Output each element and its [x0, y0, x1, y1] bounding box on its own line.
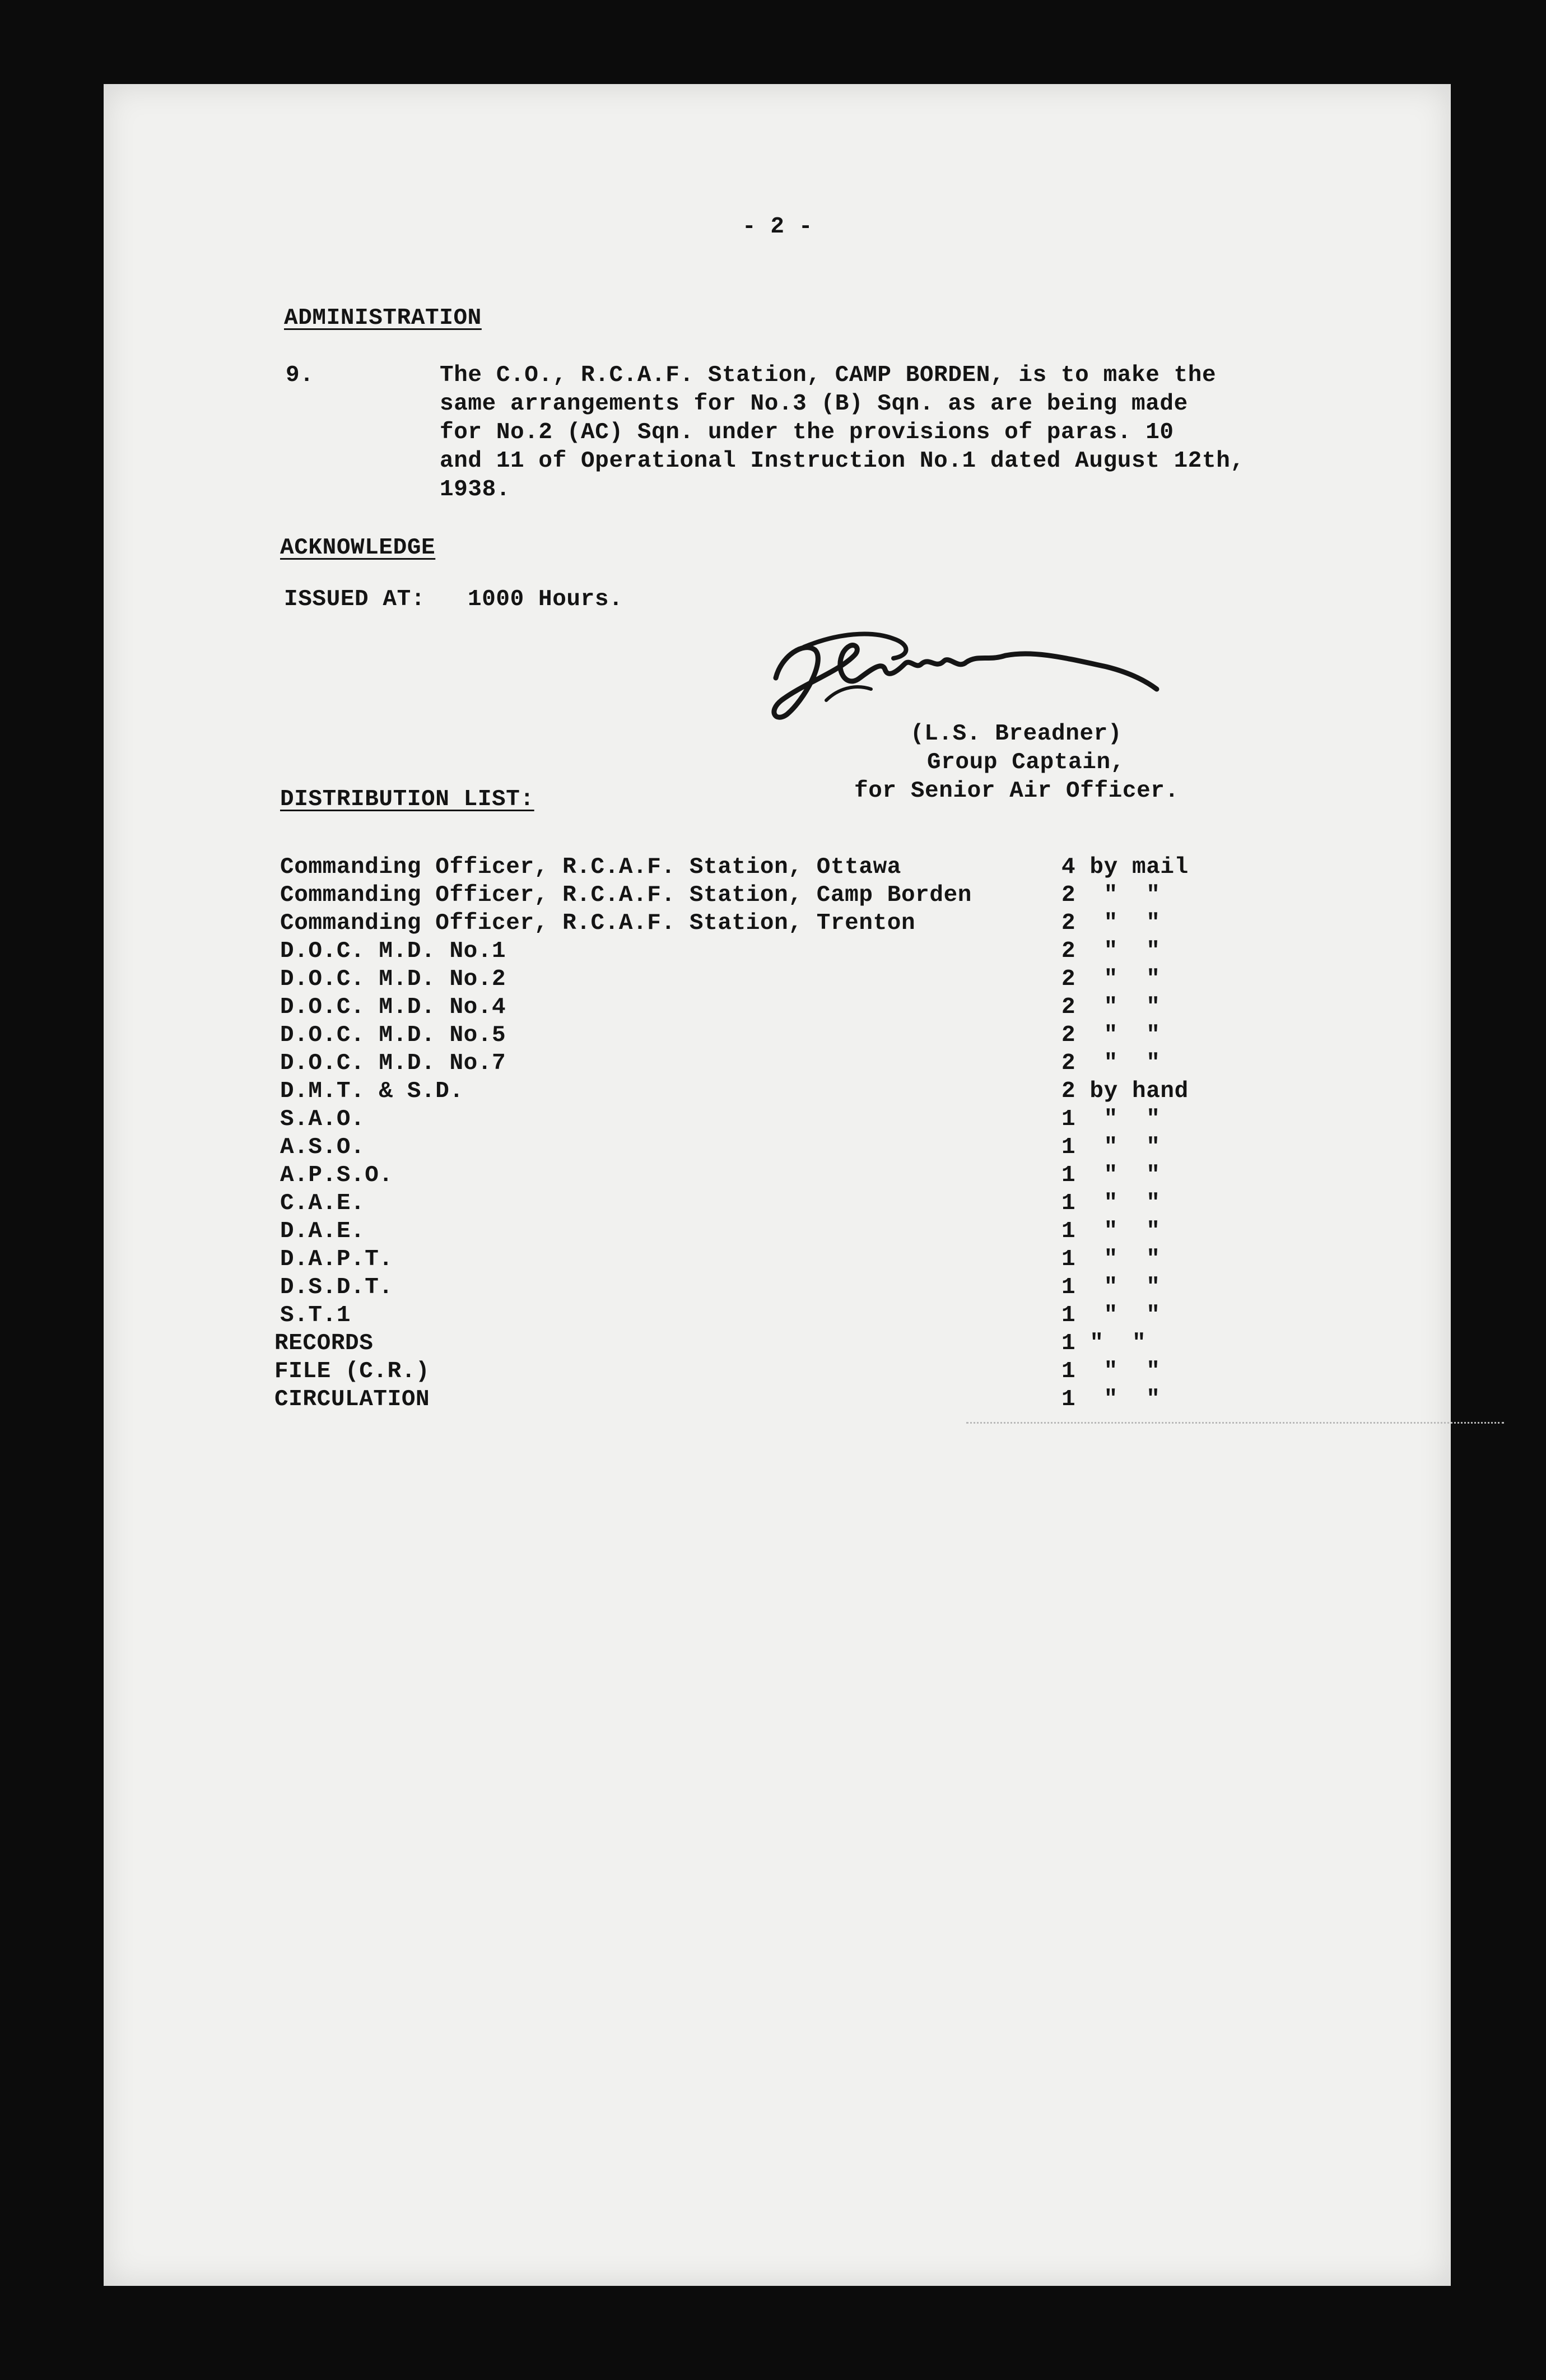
copies: 1 " " [1061, 1275, 1161, 1300]
paragraph-number: 9. [286, 362, 314, 388]
copies: 1 " " [1061, 1303, 1161, 1328]
recipient: S.T.1 [280, 1303, 351, 1328]
copies: 1 " " [1061, 1135, 1161, 1160]
copies: 2 " " [1061, 1050, 1161, 1076]
copies: 2 " " [1061, 994, 1161, 1020]
paragraph-line: 1938. [440, 477, 511, 503]
recipient: Commanding Officer, R.C.A.F. Station, Camp Borden [280, 882, 972, 908]
copies: 1 " " [1061, 1387, 1161, 1412]
recipient: Commanding Officer, R.C.A.F. Station, Ottawa [280, 854, 901, 880]
issued-at-value: 1000 Hours. [468, 587, 623, 612]
copies: 2 " " [1061, 1022, 1161, 1048]
recipient: A.S.O. [280, 1135, 365, 1160]
recipient: Commanding Officer, R.C.A.F. Station, Trenton [280, 910, 916, 936]
recipient: D.A.P.T. [280, 1247, 393, 1272]
recipient: D.O.C. M.D. No.1 [280, 938, 506, 964]
recipient: S.A.O. [280, 1107, 365, 1132]
paragraph-line: for No.2 (AC) Sqn. under the provisions of paras. 10 [440, 420, 1174, 445]
copies: 2 " " [1061, 938, 1161, 964]
signatory-role: for Senior Air Officer. [854, 778, 1179, 804]
recipient: FILE (C.R.) [274, 1359, 430, 1384]
copies: 1 " " [1061, 1219, 1161, 1244]
page-number: - 2 - [742, 214, 813, 240]
copies: 1 " " [1061, 1359, 1161, 1384]
copies: 2 " " [1061, 966, 1161, 992]
copies: 4 by mail [1061, 854, 1189, 880]
recipient: D.M.T. & S.D. [280, 1079, 464, 1104]
document-content [104, 84, 1451, 2286]
issued-at-label: ISSUED AT: [284, 587, 426, 612]
recipient: A.P.S.O. [280, 1163, 393, 1188]
administration-heading: ADMINISTRATION [284, 305, 482, 331]
recipient: D.O.C. M.D. No.2 [280, 966, 506, 992]
copies: 2 by hand [1061, 1079, 1189, 1104]
signature-block [742, 616, 1246, 818]
dotted-rule [966, 1422, 1504, 1424]
recipient: RECORDS [274, 1331, 374, 1356]
acknowledge-heading: ACKNOWLEDGE [280, 535, 436, 561]
signatory-name: (L.S. Breadner) [910, 721, 1123, 747]
copies: 1 " " [1061, 1163, 1161, 1188]
recipient: D.A.E. [280, 1219, 365, 1244]
paragraph-line: same arrangements for No.3 (B) Sqn. as are being made [440, 391, 1188, 417]
copies: 1 " " [1061, 1247, 1161, 1272]
recipient: CIRCULATION [274, 1387, 430, 1412]
recipient: D.O.C. M.D. No.5 [280, 1022, 506, 1048]
copies: 2 " " [1061, 910, 1161, 936]
recipient: D.O.C. M.D. No.4 [280, 994, 506, 1020]
copies: 1 " " [1061, 1107, 1161, 1132]
paragraph-line: The C.O., R.C.A.F. Station, CAMP BORDEN, is to make the [440, 362, 1217, 388]
paragraph-line: and 11 of Operational Instruction No.1 dated August 12th, [440, 448, 1245, 474]
copies: 1 " " [1061, 1191, 1161, 1216]
copies: 1 " " [1061, 1331, 1147, 1356]
recipient: D.S.D.T. [280, 1275, 393, 1300]
document-page [104, 84, 1451, 2286]
recipient: D.O.C. M.D. No.7 [280, 1050, 506, 1076]
signatory-rank: Group Captain, [927, 750, 1125, 775]
copies: 2 " " [1061, 882, 1161, 908]
distribution-list-heading: DISTRIBUTION LIST: [280, 787, 534, 812]
recipient: C.A.E. [280, 1191, 365, 1216]
